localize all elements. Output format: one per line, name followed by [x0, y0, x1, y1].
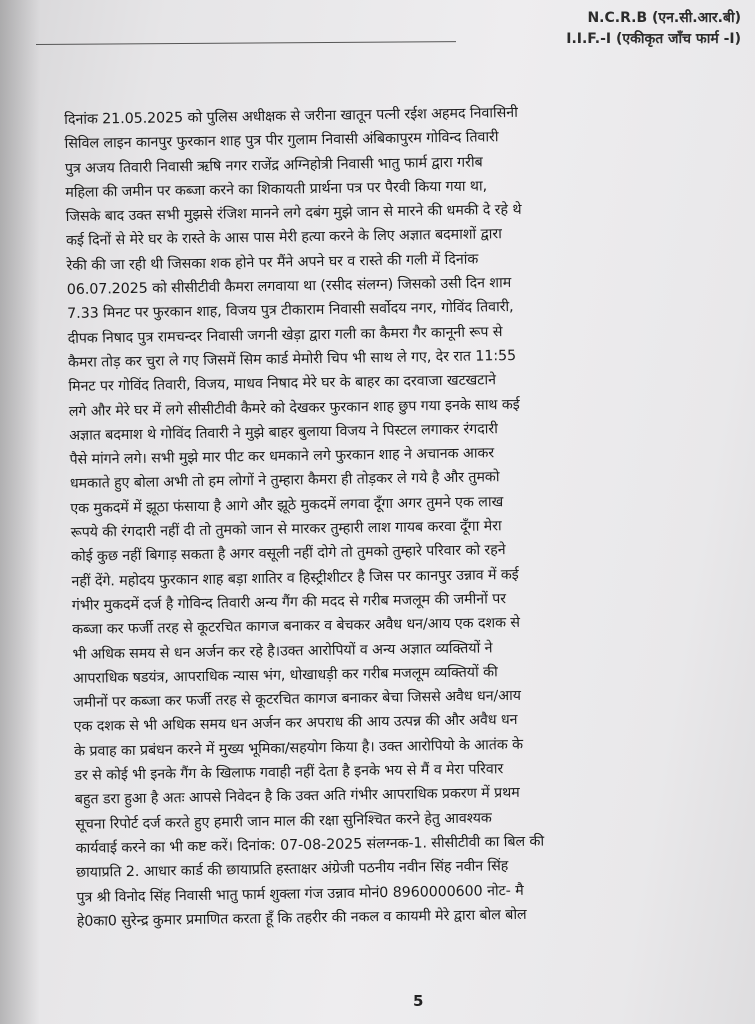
body-line: हे0का0 सुरेन्द्र कुमार प्रमाणित करता हूँ कि तहरीर की नकल व कायमी मेरे द्वारा बोल बोल	[76, 906, 527, 930]
body-line: कई दिनों से मेरे घर के रास्ते के आस पास मेरी हत्या करने के लिए अज्ञात बदमाशों द्वारा	[65, 226, 502, 250]
body-line: मिनट पर गोविंद तिवारी, विजय, माधव निषाद मेरे घर के बाहर का दरवाजा खटखटाने	[68, 372, 496, 396]
form-header	[411, 8, 741, 50]
body-line: गंभीर मुकदमें दर्ज है गोविन्द तिवारी अन्य गैंग की मदद से गरीब मजलूम की जमीनों पर	[71, 591, 507, 614]
body-line: कार्यवाई करने का भी कष्ट करें। दिनांक: 07-08-2025 संलग्नक-1. सीसीटीवी का बिल की	[75, 833, 545, 857]
body-line: के प्रवाह का प्रबंधन करने में मुख्य भूमिका/सहयोग किया है। उक्त आरोपियो के आतंक के	[73, 736, 524, 760]
body-line: महिला की जमीन पर कब्जा करने का शिकायती प्रार्थना पत्र पर पैरवी किया गया था,	[65, 178, 488, 201]
body-line: अज्ञात बदमाश थे गोविंद तिवारी ने मुझे बाहर बुलाया विजय ने पिस्टल लगाकर रंगदारी	[69, 421, 498, 444]
body-line: पुत्र अजय तिवारी निवासी ऋषि नगर राजेंद्र अग्निहोत्री निवासी भातु फार्म द्वारा गरीब	[64, 154, 483, 177]
body-line: धमकाते हुए बोला अभी तो हम लोगों ने तुम्हारा कैमरा ही तोड़कर ले गये है और तुमको	[69, 469, 500, 493]
body-line: 7.33 मिनट पर फुरकान शाह, विजय पुत्र टीकाराम निवासी सर्वोदय नगर, गोविंद तिवारी,	[67, 299, 514, 323]
body-line: सिविल लाइन कानपुर फुरकान शाह पुत्र पीर गुलाम निवासी अंबिकापुरम गोविन्द तिवारी	[64, 129, 499, 153]
body-line: 06.07.2025 को सीसीटीवी कैमरा लगवाया था (रसीद संलग्न) जिसको उसी दिन शाम	[66, 275, 512, 299]
body-line: बहुत डरा हुआ है अतः आपसे निवेदन है कि उक्त अति गंभीर आपराधिक प्रकरण में प्रथम	[74, 785, 520, 809]
body-line: आपराधिक षडयंत्र, आपराधिक न्यास भंग, धोखाधड़ी कर गरीब मजलूम व्यक्तियों की	[72, 664, 498, 687]
body-line: रूपये की रंगदारी नहीं दी तो तुमको जान से मारकर तुम्हारी लाश गायब करवा दूँगा मेरा	[70, 518, 502, 541]
body-line: एक मुकदमें में झूठा फंसाया है आगे और झूठे मुकदमें लगवा दूँगा अगर तुमने एक लाख	[70, 493, 504, 517]
body-line: जमीनों पर कब्जा कर फर्जी तरह से कूटरचित कागज बनाकर बेचा जिससे अवैध धन/आय	[73, 688, 522, 712]
body-line: डर से कोई भी इनके गैंग के खिलाफ गवाही नहीं देता है इनके भय से मैं व मेरा परिवार	[74, 761, 504, 784]
body-line: भी अधिक समय से धन अर्जन कर रहे है।उक्त आरोपियों व अन्य अज्ञात व्यक्तियों ने	[72, 639, 493, 663]
body-line: कैमरा तोड़ कर चुरा ले गए जिसमें सिम कार्ड मेमोरी चिप भी साथ ले गए, देर रात 11:55	[67, 347, 517, 371]
body-line: पैसे मांगने लगे। सभी मुझे मार पीट कर धमकाने लगे फुरकान शाह ने अचानक आकर	[69, 445, 495, 469]
header-iif: I.I.F.-I (एकीकृत जाँच फार्म -I)	[566, 31, 741, 47]
body-line: सूचना रिपोर्ट दर्ज करते हुए हमारी जान माल की रक्षा सुनिश्चित करने हेतु आवश्यक	[75, 809, 492, 833]
body-line: दिनांक 21.05.2025 को पुलिस अधीक्षक से जरीना खातून पत्नी रईश अहमद निवासिनी	[64, 104, 518, 128]
body-line: नहीं देंगे. महोदय फुरकान शाह बड़ा शातिर व हिस्ट्रीशीटर है जिस पर कानपुर उन्नाव में कई	[71, 566, 519, 590]
body-line: दीपक निषाद पुत्र रामचन्दर निवासी जगनी खेड़ा द्वारा गली का कैमरा गैर कानूनी रूप से	[67, 323, 503, 347]
page-number: 5	[413, 992, 424, 1010]
body-line: लगे और मेरे घर में लगे सीसीटीवी कैमरे को देखकर फुरकान शाह छुप गया इनके साथ कई	[68, 396, 520, 420]
body-line: रेकी की जा रही थी जिसका शक होने पर मैंने अपने घर व रास्ते की गली में दिनांक	[66, 251, 479, 274]
body-line: कब्जा कर फर्जी तरह से कूटरचित कागज बनाकर व बेचकर अवैध धन/आय एक दशक से	[72, 615, 521, 639]
body-line: एक दशक से भी अधिक समय धन अर्जन कर अपराध की आय उत्पन्न की और अवैध धन	[73, 712, 518, 736]
header-rule	[36, 41, 456, 45]
body-line: पुत्र श्री विनोद सिंह निवासी भातु फार्म शुक्ला गंज उन्नाव मोनं0 8960000600 नोट- मै	[76, 882, 524, 906]
body-line: जिसके बाद उक्त सभी मुझसे रंजिश मानने लगे दबंग मुझे जान से मारने की धमकी दे रहे थे	[65, 202, 522, 226]
page-shadow	[0, 0, 40, 1024]
header-ncrb: N.C.R.B (एन.सी.आर.बी)	[587, 10, 741, 26]
body-line: छायाप्रति 2. आधार कार्ड की छायाप्रति हस्ताक्षर अंग्रेजी पठनीय नवीन सिंह नवीन सिंह	[75, 858, 509, 882]
complaint-body	[64, 98, 737, 934]
body-line: कोई कुछ नहीं बिगाड़ सकता है अगर वसूली नहीं दोगे तो तुमको तुम्हारे परिवार को रहने	[70, 542, 506, 566]
